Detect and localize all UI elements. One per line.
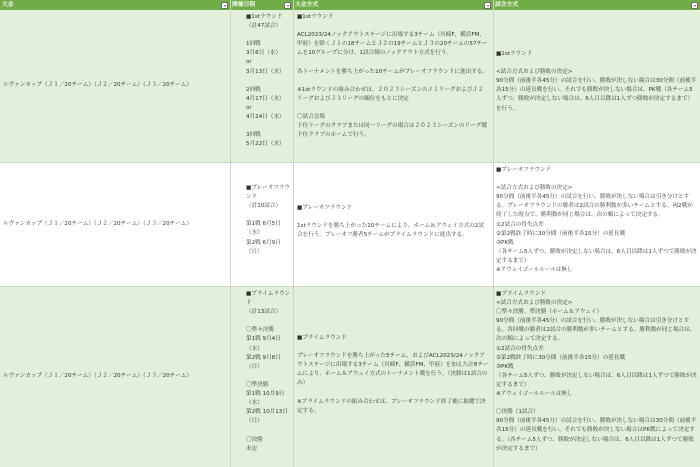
filter-dropdown-icon[interactable] [284, 2, 291, 9]
schedule-line: （計10試合） [246, 203, 282, 210]
header-row [0, 0, 700, 10]
match-line: 90分間（前後半各45分）の試合を行い、勝敗が決しない場合は引き分けとする。プレーオフラウンドの勝者は2試合の勝利数が多いチームとする。両2戦が終了した時点で、勝利数が同じ場合は、次の順によって決定する。 [496, 194, 693, 219]
format-line: 1stラウンドを勝ち上がった10チームにより、ホーム＆アウェイ方式の2試合を行う。プレーオフ勝者5チームがプライムラウンドに進出する。 [297, 223, 484, 239]
schedule-line: 第2戦 6月9日（日） [246, 239, 281, 255]
match-line: ■1stラウンド [496, 51, 533, 57]
spacer [246, 122, 291, 131]
spacer [246, 317, 291, 326]
match-line: ③PK戦 [496, 239, 514, 246]
schedule-line: 〇準決勝 [246, 381, 269, 388]
format-line: ※プライムラウンドの組み合わせは、プレーオフラウンド終了後に抽選で決定する。 [297, 398, 486, 414]
spacer [297, 104, 489, 113]
spacer [297, 389, 489, 398]
schedule-line: 3月13日（水） [246, 68, 285, 75]
match-line: 〇決勝（1試合） [496, 409, 539, 416]
schedule-line: 第1戦 10月9日（水） [246, 391, 285, 407]
schedule-line: ■プレーオフラウンド [246, 185, 290, 201]
match-line: 90分間（前後半各45分）の試合を行い、勝敗が決しない場合は30分間（前後半各15分）の延長戦を行い、それでも勝敗が決しない場合はPK戦によって決定する。（各チーム5人ずつ、勝敗が決定しない場合は、6人目以降は1人ずつで勝敗が決定するまで） [496, 418, 697, 452]
schedule-line: 4月17日（水） [246, 95, 285, 102]
schedule-line: 未定 [246, 445, 258, 452]
format-line: 下位リーグのクラブまたは同一リーグの場合は２０２３シーズンのリーグ戦下位クラブのホームで行う。 [297, 123, 487, 139]
cell-schedule[interactable] [230, 163, 293, 286]
match-line: （各チーム5人ずつ、勝敗が決定しない場合は、6人目以降は1人ずつで勝敗が決定するまで） [496, 248, 697, 264]
header-tournament[interactable] [0, 0, 230, 10]
schedule-line: 2回戦 [246, 86, 261, 93]
match-line: ■プレーオフラウンド [496, 167, 552, 173]
cell-tournament[interactable] [0, 287, 230, 467]
header-label: 大会方式 [295, 2, 319, 8]
schedule-line: 3回戦 [246, 132, 261, 139]
format-line: ※1stラウンドの組み合わせは、２０２３シーズンのＪ１リーグおよびＪ２リーグおよびＪ３リーグの順位をもとに決定 [297, 86, 484, 102]
spacer [297, 58, 489, 67]
spacer [246, 211, 291, 220]
tournament-name: ルヴァンカップ（Ｊ１／20チーム）（Ｊ２／20チーム）（Ｊ３／20チーム） [3, 373, 193, 380]
match-line: ※アウェイゴールルールは無し [496, 391, 573, 398]
column-divider [293, 0, 294, 467]
cell-schedule[interactable] [230, 287, 293, 467]
match-line: <試合方式および勝敗の決定> [496, 300, 573, 307]
column-divider [230, 0, 231, 467]
spacer [297, 77, 489, 86]
table-row[interactable] [0, 10, 700, 163]
schedule-line: 3月6日（水） [246, 50, 282, 57]
spacer [297, 213, 489, 222]
table-row[interactable] [0, 287, 700, 467]
spacer [496, 175, 697, 184]
cell-format[interactable] [293, 163, 493, 286]
format-line: ■プレーオフラウンド [297, 205, 353, 211]
format-line: プレーオフラウンドを勝ち上がった5チーム、およびACL2023/24ノックアウトステージに出場する3チーム（川崎F、横浜FM、甲府）を加えた計8チームにより、ホーム＆アウェイ方式のトーナメント戦を行う。（決勝は1試合のみ） [297, 353, 489, 387]
match-line: <試合方式および勝敗の決定> [496, 185, 573, 192]
schedule-line: ■プライムラウンド [246, 291, 291, 307]
cell-tournament[interactable] [0, 10, 230, 162]
spacer [496, 399, 697, 408]
match-line: ③PK戦 [496, 363, 514, 370]
match-line: ■プライムラウンド [496, 291, 546, 297]
header-label: 試合方式 [495, 2, 519, 8]
match-line: 〇準々決勝、準決勝（ホーム＆アウェイ） [496, 309, 603, 316]
schedule-line: 第1戦 6月5日（水） [246, 221, 281, 237]
schedule-line: 〇決勝 [246, 436, 263, 443]
filter-dropdown-icon[interactable] [484, 2, 491, 9]
table-row[interactable] [0, 163, 700, 287]
match-line: 90分間（前後半各45分）の試合を行い、勝敗が決しない場合は30分間（前後半各15分）の延長戦を行い、それでも勝敗が決しない場合は、PK戦（各チーム5人ずつ、勝敗が決定しない場合は、6人目以降は1人ずつ勝敗が決定するまで）を行う。 [496, 78, 697, 112]
schedule-line: 第2戦 9月8日（日） [246, 354, 281, 370]
tournament-name: ルヴァンカップ（Ｊ１／20チーム）（Ｊ２／20チーム）（Ｊ３／20チーム） [3, 220, 193, 227]
schedule-line: 第2戦 10月13日（日） [246, 409, 288, 425]
schedule-line: ■1stラウンド [246, 14, 283, 20]
schedule-line: 1回戦 [246, 41, 261, 48]
schedule-line: 5月22日（水） [246, 141, 285, 148]
cell-format[interactable] [293, 10, 493, 162]
spacer [496, 59, 697, 68]
match-line: ②第2戦終了時に30分間（前後半各15分）の延長戦 [496, 230, 626, 237]
header-label: 大会 [2, 2, 14, 8]
tournament-name: ルヴァンカップ（Ｊ１／20チーム）（Ｊ２／20チーム）（Ｊ３／20チーム） [3, 82, 193, 89]
match-line: 90分間（前後半各45分）の試合を行い、勝敗が決しない場合は引き分けとする。各回戦の勝者は2試合の勝利数が多いチームとする。勝利数が同じ場合は、次の順によって決定する。 [496, 318, 696, 343]
match-line: （各チーム5人ずつ、勝敗が決定しない場合は、6人目以降は1人ずつで勝敗が決定するまで） [496, 372, 697, 388]
schedule-line: 第1戦 9月4日（水） [246, 336, 281, 352]
match-line: <試合方式および勝敗の決定> [496, 69, 573, 76]
match-line: ②第2戦終了時に30分間（前後半各15分）の延長戦 [496, 354, 626, 361]
schedule-line: or [246, 104, 252, 111]
schedule-line: （計13試合） [246, 309, 282, 316]
format-line: ACL2023/24ノックアウトステージに出場する3チーム（川崎F、横浜FM、甲府）を除くＪ１の18チームとＪ２の19チームとＪ３の20チームの57チームを10グループに分け、1試合制のノックアウト方式を行う。 [297, 32, 488, 57]
schedule-line: 〇準々決勝 [246, 327, 274, 334]
cell-format[interactable] [293, 287, 493, 467]
schedule-line: （計47試合） [246, 23, 282, 30]
filter-dropdown-icon[interactable] [691, 2, 698, 9]
format-line: 各トーナメントを勝ち上がった10チームがプレーオフラウンドに進出する。 [297, 68, 488, 75]
header-format[interactable] [293, 0, 493, 10]
spacer [246, 31, 291, 40]
spacer [297, 343, 489, 352]
schedule-line: or [246, 59, 252, 66]
cell-schedule[interactable] [230, 10, 293, 162]
cell-match[interactable] [493, 163, 700, 286]
spacer [246, 372, 291, 381]
column-divider [493, 0, 494, 467]
spacer [297, 22, 489, 31]
header-label: 開催日程 [232, 2, 256, 8]
match-line: ①2試合の得失点差 [496, 221, 544, 228]
format-line: ■1stラウンド [297, 14, 334, 20]
cell-match[interactable] [493, 10, 700, 162]
format-line: ■プライムラウンド [297, 335, 347, 341]
header-match[interactable] [493, 0, 700, 10]
match-line: ①2試合の得失点差 [496, 345, 544, 352]
filter-dropdown-icon[interactable] [221, 2, 228, 9]
spacer [246, 77, 291, 86]
format-line: 〇試合会場 [297, 114, 325, 121]
cell-tournament[interactable] [0, 163, 230, 286]
cell-match[interactable] [493, 287, 700, 467]
match-line: ※アウェイゴールルールは無し [496, 267, 573, 274]
schedule-line: 4月24日（水） [246, 114, 285, 121]
spacer [246, 426, 291, 435]
